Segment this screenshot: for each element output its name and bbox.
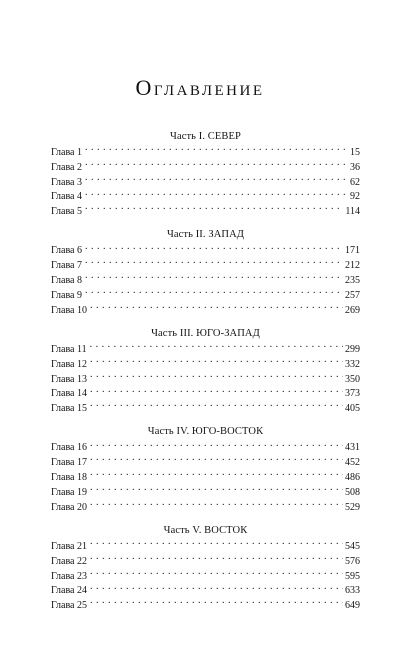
- chapter-label: Глава 8: [51, 275, 82, 287]
- dot-leader: [85, 189, 348, 199]
- page-number: 545: [345, 540, 360, 552]
- part-heading: Часть IV. ЮГО-ВОСТОК: [147, 426, 264, 438]
- part-heading: Часть I. СЕВЕР: [170, 131, 241, 142]
- chapter-label: Глава 24: [51, 585, 87, 597]
- dot-leader: [85, 243, 343, 253]
- dot-leader: [90, 386, 343, 396]
- dot-leader: [90, 500, 343, 510]
- page-number: 92: [350, 191, 360, 203]
- dot-leader: [85, 160, 348, 170]
- chapter-label: Глава 19: [51, 486, 87, 498]
- page-number: 486: [345, 472, 360, 484]
- page-number: 62: [350, 176, 360, 188]
- toc-part: [51, 524, 360, 613]
- toc-entry[interactable]: [51, 440, 360, 455]
- dot-leader: [90, 554, 343, 564]
- toc-entry[interactable]: [51, 583, 360, 598]
- page-number: 405: [345, 403, 360, 415]
- dot-leader: [85, 175, 348, 185]
- chapter-label: Глава 23: [51, 570, 87, 582]
- toc-entry[interactable]: [51, 485, 360, 500]
- dot-leader: [90, 357, 343, 367]
- toc-entry[interactable]: [51, 554, 360, 569]
- toc-entry[interactable]: [51, 288, 360, 303]
- page-number: 595: [345, 570, 360, 582]
- toc-entry[interactable]: [51, 401, 360, 416]
- chapter-label: Глава 20: [51, 501, 87, 513]
- page-number: 212: [345, 260, 360, 272]
- toc-entry[interactable]: [51, 470, 360, 485]
- page-number: 171: [345, 245, 360, 257]
- dot-leader: [90, 583, 343, 593]
- chapter-label: Глава 13: [51, 373, 87, 385]
- page-number: 114: [345, 206, 360, 218]
- chapter-label: Глава 6: [51, 245, 82, 257]
- toc-entry[interactable]: [51, 598, 360, 613]
- dot-leader: [85, 273, 343, 283]
- toc-part: [51, 425, 360, 514]
- chapter-label: Глава 22: [51, 555, 87, 567]
- toc-entry[interactable]: [51, 303, 360, 318]
- page-number: 269: [345, 304, 360, 316]
- toc-entry[interactable]: [51, 243, 360, 258]
- dot-leader: [85, 145, 348, 155]
- page-number: 529: [345, 501, 360, 513]
- dot-leader: [85, 258, 343, 268]
- toc-entry[interactable]: [51, 372, 360, 387]
- table-of-contents: [51, 130, 360, 622]
- chapter-label: Глава 9: [51, 289, 82, 301]
- toc-part: [51, 228, 360, 317]
- toc-entry[interactable]: [51, 455, 360, 470]
- toc-entry[interactable]: [51, 258, 360, 273]
- chapter-label: Глава 16: [51, 442, 87, 454]
- page-number: 452: [345, 457, 360, 469]
- toc-part: [51, 327, 360, 416]
- toc-entry[interactable]: [51, 273, 360, 288]
- part-heading: Часть III. ЮГО-ЗАПАД: [151, 327, 260, 339]
- chapter-label: Глава 12: [51, 358, 87, 370]
- page-number: 508: [345, 486, 360, 498]
- page-number: 332: [345, 358, 360, 370]
- page-number: 257: [345, 289, 360, 301]
- toc-entry[interactable]: [51, 160, 360, 175]
- chapter-label: Глава 3: [51, 176, 82, 188]
- toc-entry[interactable]: [51, 357, 360, 372]
- dot-leader: [90, 598, 343, 608]
- toc-entry[interactable]: [51, 500, 360, 515]
- dot-leader: [90, 303, 343, 313]
- dot-leader: [90, 440, 343, 450]
- dot-leader: [90, 470, 343, 480]
- page-number: 431: [345, 442, 360, 454]
- dot-leader: [90, 342, 343, 352]
- toc-entry[interactable]: [51, 145, 360, 160]
- dot-leader: [85, 204, 343, 214]
- page-number: 350: [345, 373, 360, 385]
- chapter-label: Глава 17: [51, 457, 87, 469]
- dot-leader: [90, 539, 343, 549]
- page-number: 633: [345, 585, 360, 597]
- chapter-label: Глава 11: [51, 343, 87, 355]
- page-number: 299: [345, 343, 360, 355]
- chapter-label: Глава 14: [51, 388, 87, 400]
- toc-entry[interactable]: [51, 569, 360, 584]
- toc-entry[interactable]: [51, 342, 360, 357]
- part-heading: Часть II. ЗАПАД: [166, 229, 245, 241]
- dot-leader: [85, 288, 343, 298]
- chapter-label: Глава 21: [51, 540, 87, 552]
- chapter-label: Глава 15: [51, 403, 87, 415]
- dot-leader: [90, 372, 343, 382]
- page-number: 235: [345, 275, 360, 287]
- chapter-label: Глава 5: [51, 206, 82, 218]
- dot-leader: [90, 569, 343, 579]
- page-number: 373: [345, 388, 360, 400]
- chapter-label: Глава 1: [51, 147, 82, 158]
- page-title: Оглавление: [135, 75, 265, 100]
- chapter-label: Глава 18: [51, 472, 87, 484]
- page-number: 649: [345, 600, 360, 612]
- dot-leader: [90, 455, 343, 465]
- page-number: 36: [350, 161, 360, 173]
- dot-leader: [90, 401, 343, 411]
- chapter-label: Глава 2: [51, 161, 82, 173]
- dot-leader: [90, 485, 343, 495]
- chapter-label: Глава 7: [51, 260, 82, 272]
- toc-entry[interactable]: [51, 175, 360, 190]
- toc-part: [51, 130, 360, 219]
- chapter-label: Глава 10: [51, 304, 87, 316]
- toc-entry[interactable]: [51, 189, 360, 204]
- page-number: 576: [345, 555, 360, 567]
- chapter-label: Глава 25: [51, 600, 87, 612]
- part-heading: Часть V. ВОСТОК: [163, 524, 248, 536]
- toc-entry[interactable]: [51, 386, 360, 401]
- chapter-label: Глава 4: [51, 191, 82, 203]
- page-number: 15: [350, 147, 360, 158]
- toc-entry[interactable]: [51, 539, 360, 554]
- toc-entry[interactable]: [51, 204, 360, 219]
